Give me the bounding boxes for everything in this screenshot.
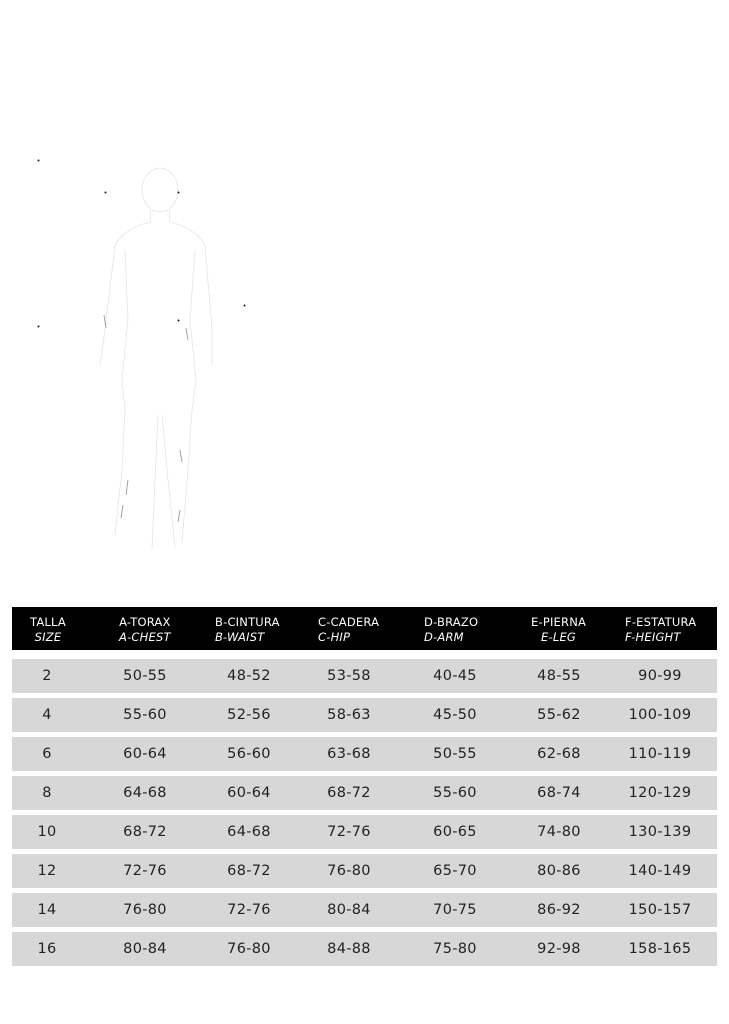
header-leg-es: E-PIERNA — [531, 615, 587, 629]
cell-leg: 86-92 — [537, 902, 581, 918]
cell-waist: 72-76 — [227, 902, 271, 918]
cell-hip: 58-63 — [327, 707, 371, 723]
cell-chest: 80-84 — [123, 941, 167, 957]
cell-size: 14 — [37, 902, 57, 918]
cell-waist: 48-52 — [227, 668, 271, 684]
header-waist-en: B-WAIST — [215, 630, 265, 644]
table-row — [12, 776, 717, 810]
header-arm — [424, 615, 478, 645]
cell-leg: 68-74 — [537, 785, 581, 801]
header-leg-en: E-LEG — [541, 630, 577, 644]
body-silhouette-drawing — [30, 150, 260, 560]
cell-height: 90-99 — [638, 668, 682, 684]
cell-arm: 55-60 — [433, 785, 477, 801]
cell-arm: 70-75 — [433, 902, 477, 918]
cell-size: 2 — [42, 668, 52, 684]
header-chest-es: A-TORAX — [119, 615, 171, 629]
cell-height: 150-157 — [628, 902, 692, 918]
cell-size: 6 — [42, 746, 52, 762]
size-chart-table — [12, 607, 717, 971]
cell-chest: 68-72 — [123, 824, 167, 840]
cell-height: 130-139 — [628, 824, 692, 840]
cell-waist: 52-56 — [227, 707, 271, 723]
header-hip-en: C-HIP — [318, 630, 351, 644]
table-row — [12, 737, 717, 771]
header-waist-es: B-CINTURA — [215, 615, 280, 629]
table-row — [12, 659, 717, 693]
header-height — [625, 615, 696, 645]
header-size-es: TALLA — [30, 615, 66, 629]
cell-waist: 76-80 — [227, 941, 271, 957]
cell-chest: 60-64 — [123, 746, 167, 762]
cell-arm: 65-70 — [433, 863, 477, 879]
header-hip — [318, 615, 379, 645]
cell-waist: 56-60 — [227, 746, 271, 762]
cell-leg: 62-68 — [537, 746, 581, 762]
cell-arm: 50-55 — [433, 746, 477, 762]
cell-leg: 55-62 — [537, 707, 581, 723]
cell-height: 158-165 — [628, 941, 692, 957]
table-row — [12, 698, 717, 732]
cell-height: 140-149 — [628, 863, 692, 879]
cell-leg: 74-80 — [537, 824, 581, 840]
table-row — [12, 815, 717, 849]
cell-waist: 64-68 — [227, 824, 271, 840]
header-size — [30, 615, 66, 645]
cell-height: 110-119 — [628, 746, 692, 762]
cell-chest: 64-68 — [123, 785, 167, 801]
cell-waist: 60-64 — [227, 785, 271, 801]
table-row — [12, 854, 717, 888]
header-hip-es: C-CADERA — [318, 615, 380, 629]
cell-chest: 76-80 — [123, 902, 167, 918]
header-chest-en: A-CHEST — [119, 630, 171, 644]
cell-leg: 92-98 — [537, 941, 581, 957]
header-waist — [215, 615, 280, 645]
cell-leg: 80-86 — [537, 863, 581, 879]
table-row — [12, 893, 717, 927]
cell-hip: 63-68 — [327, 746, 371, 762]
header-leg — [531, 615, 586, 645]
table-row — [12, 932, 717, 966]
cell-hip: 76-80 — [327, 863, 371, 879]
cell-chest: 50-55 — [123, 668, 167, 684]
cell-chest: 55-60 — [123, 707, 167, 723]
header-chest — [119, 615, 171, 645]
body-measurement-figure — [30, 150, 260, 560]
cell-arm: 75-80 — [433, 941, 477, 957]
cell-hip: 68-72 — [327, 785, 371, 801]
cell-leg: 48-55 — [537, 668, 581, 684]
cell-height: 120-129 — [628, 785, 692, 801]
cell-height: 100-109 — [628, 707, 692, 723]
header-arm-en: D-ARM — [424, 630, 464, 644]
cell-chest: 72-76 — [123, 863, 167, 879]
cell-hip: 53-58 — [327, 668, 371, 684]
header-height-es: F-ESTATURA — [625, 615, 697, 629]
cell-size: 16 — [37, 941, 57, 957]
header-size-en: SIZE — [34, 630, 62, 644]
cell-arm: 60-65 — [433, 824, 477, 840]
cell-hip: 84-88 — [327, 941, 371, 957]
table-header — [12, 607, 717, 650]
cell-size: 4 — [42, 707, 52, 723]
cell-arm: 45-50 — [433, 707, 477, 723]
cell-arm: 40-45 — [433, 668, 477, 684]
cell-size: 10 — [37, 824, 57, 840]
cell-hip: 80-84 — [327, 902, 371, 918]
table-body — [12, 659, 717, 966]
cell-hip: 72-76 — [327, 824, 371, 840]
cell-size: 12 — [37, 863, 57, 879]
header-height-en: F-HEIGHT — [625, 630, 681, 644]
cell-waist: 68-72 — [227, 863, 271, 879]
header-arm-es: D-BRAZO — [424, 615, 479, 629]
cell-size: 8 — [42, 785, 52, 801]
